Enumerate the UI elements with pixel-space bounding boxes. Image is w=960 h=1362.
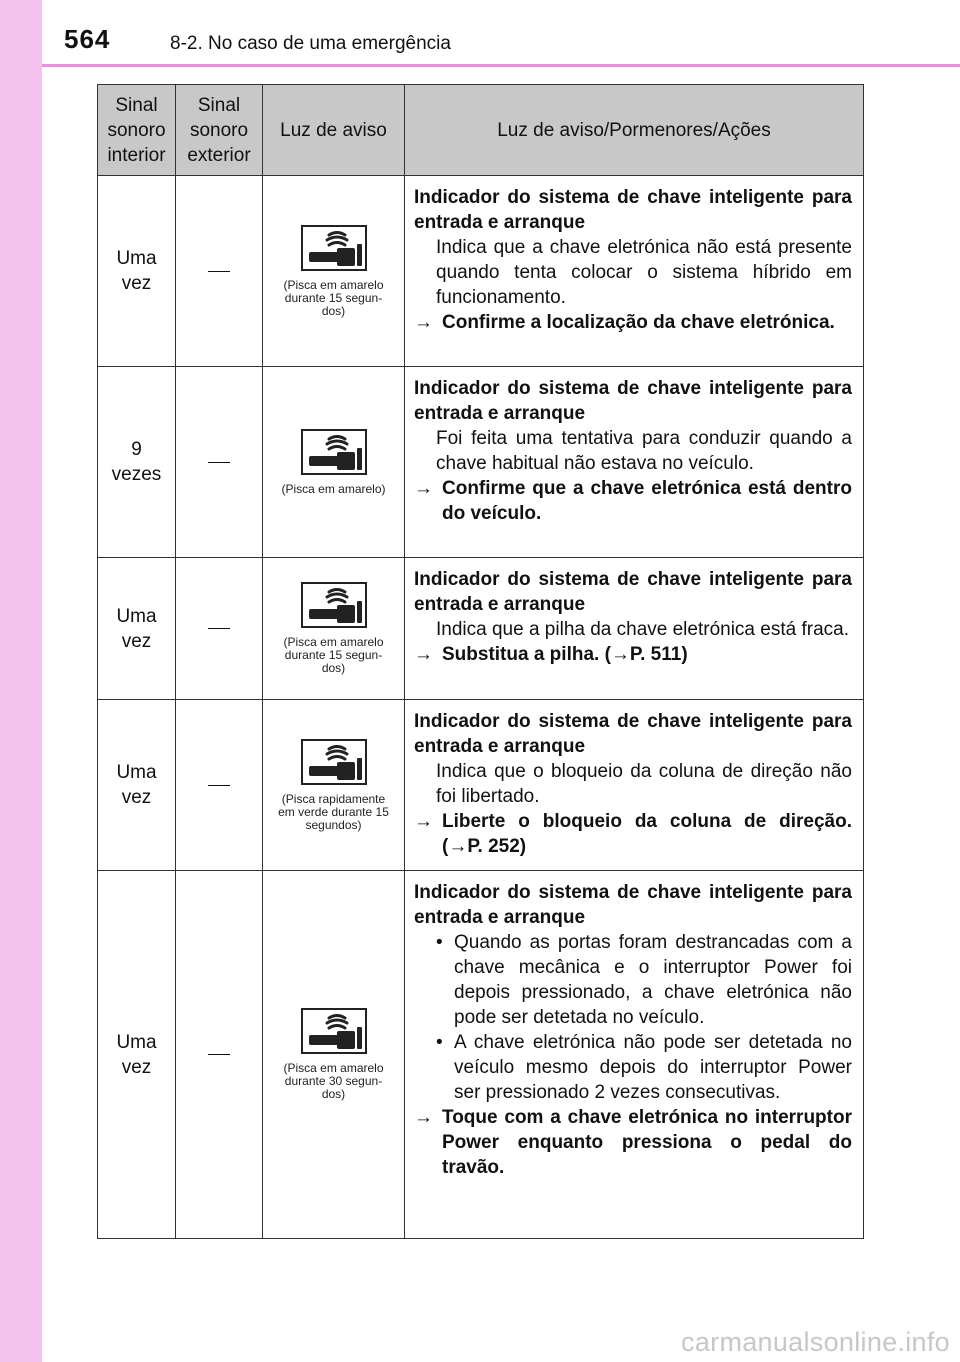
interior-buzzer-cell: Uma vez <box>98 871 176 1239</box>
dash-mark <box>208 462 230 463</box>
detail-title: Indicador do sistema de chave inteligente para entrada e arranque <box>414 378 852 424</box>
header-exterior-buzzer: Sinal sonoro exterior <box>176 85 263 176</box>
table-row <box>98 367 864 558</box>
warning-light-cell <box>263 871 405 1239</box>
exterior-buzzer-cell <box>176 871 263 1239</box>
warning-light-cell <box>263 558 405 700</box>
interior-buzzer-cell: Uma vez <box>98 176 176 367</box>
detail-paragraph: Indica que a chave eletrónica não está presente quando tenta colocar o sistema híbrido em funcionamento. <box>436 237 852 308</box>
interior-buzzer-cell: 9 vezes <box>98 367 176 558</box>
arrow-icon: → <box>414 644 433 665</box>
detail-action: → Substitua a pilha. (→P. 511) <box>414 644 688 665</box>
section-title: 8-2. No caso de uma emergência <box>170 33 451 54</box>
exterior-buzzer-cell <box>176 558 263 700</box>
table-row <box>98 176 864 367</box>
warning-light-cell <box>263 700 405 871</box>
detail-paragraph: Indica que a pilha da chave eletrónica está fraca. <box>436 619 849 640</box>
table-header-row <box>98 85 864 176</box>
watermark: carmanualsonline.info <box>681 1327 950 1357</box>
header-interior-buzzer: Sinal sonoro interior <box>98 85 176 176</box>
smart-key-indicator-icon <box>301 1008 367 1054</box>
dash-mark <box>208 628 230 629</box>
exterior-buzzer-cell <box>176 176 263 367</box>
light-caption: (Pisca rapidamente em verde durante 15 segundos) <box>278 791 389 832</box>
bullet-icon: • <box>436 1032 443 1053</box>
header-rule <box>42 64 960 67</box>
header-details: Luz de aviso/Pormenores/Ações <box>405 85 864 176</box>
details-cell <box>405 700 864 871</box>
detail-action: → Confirme que a chave eletrónica está dentro do veículo. <box>414 478 852 524</box>
detail-bullet: • Quando as portas foram destrancadas com a chave mecânica e o interruptor Power foi depois pressionado, a chave eletrónica não pode ser detetada no veículo. <box>436 932 852 1028</box>
table-row <box>98 700 864 871</box>
page-header <box>42 0 960 64</box>
detail-title: Indicador do sistema de chave inteligente para entrada e arranque <box>414 882 852 928</box>
detail-action: → Liberte o bloqueio da coluna de direção. (→P. 252) <box>414 811 852 857</box>
interior-buzzer-cell: Uma vez <box>98 558 176 700</box>
details-cell <box>405 176 864 367</box>
details-cell <box>405 871 864 1239</box>
light-caption: (Pisca em amarelo durante 15 segun- dos) <box>283 277 384 318</box>
arrow-icon: → <box>414 312 433 333</box>
light-caption: (Pisca em amarelo durante 30 segun- dos) <box>283 1061 384 1101</box>
details-cell <box>405 367 864 558</box>
exterior-buzzer-cell <box>176 367 263 558</box>
bullet-icon: • <box>436 932 443 953</box>
light-caption: (Pisca em amarelo durante 15 segun- dos) <box>283 635 384 675</box>
warning-table <box>97 84 864 1239</box>
smart-key-indicator-icon <box>301 429 367 475</box>
header-warning-light: Luz de aviso <box>263 85 405 176</box>
warning-light-cell <box>263 176 405 367</box>
detail-paragraph: Foi feita uma tentativa para conduzir quando a chave habitual não estava no veículo. <box>436 428 852 474</box>
smart-key-indicator-icon <box>301 225 367 271</box>
detail-paragraph: Indica que o bloqueio da coluna de direção não foi libertado. <box>436 761 852 807</box>
warning-light-cell <box>263 367 405 558</box>
smart-key-indicator-icon <box>301 582 367 628</box>
smart-key-indicator-icon <box>301 739 367 785</box>
light-caption: (Pisca em amarelo) <box>281 481 386 496</box>
exterior-buzzer-cell <box>176 700 263 871</box>
side-color-strip <box>0 0 42 1362</box>
details-cell <box>405 558 864 700</box>
table-row <box>98 871 864 1239</box>
dash-mark <box>208 271 230 272</box>
arrow-icon: → <box>414 478 433 499</box>
arrow-icon: → <box>414 811 433 832</box>
detail-bullet: • A chave eletrónica não pode ser detetada no veículo mesmo depois do interruptor Power ser pressionado 2 vezes consecutivas. <box>436 1032 852 1103</box>
detail-title: Indicador do sistema de chave inteligente para entrada e arranque <box>414 187 852 233</box>
dash-mark <box>208 1054 230 1055</box>
detail-title: Indicador do sistema de chave inteligente para entrada e arranque <box>414 711 852 757</box>
arrow-icon: → <box>414 1107 433 1128</box>
detail-action: → Confirme a localização da chave eletrónica. <box>414 312 835 333</box>
table-row <box>98 558 864 700</box>
detail-title: Indicador do sistema de chave inteligente para entrada e arranque <box>414 569 852 615</box>
page-number: 564 <box>64 24 111 54</box>
detail-action: → Toque com a chave eletrónica no interruptor Power enquanto pressiona o pedal do travão. <box>414 1107 852 1178</box>
interior-buzzer-cell: Uma vez <box>98 700 176 871</box>
dash-mark <box>208 785 230 786</box>
